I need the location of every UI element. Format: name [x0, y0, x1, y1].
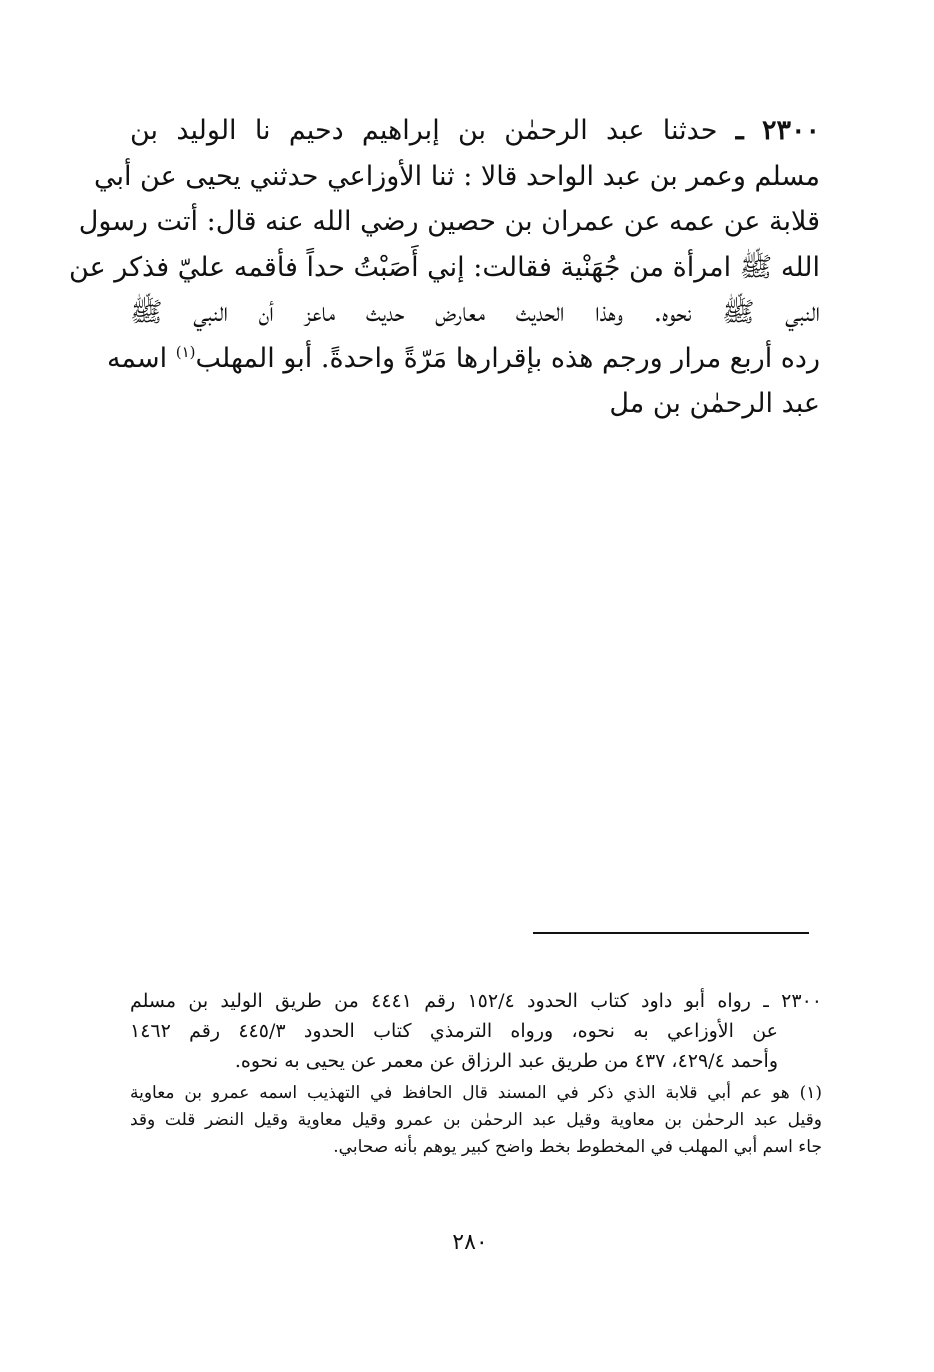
footnote-source-line-3: وأحمد ٤٢٩/٤، ٤٣٧ من طريق عبد الرزاق عن معمر عن يحيى به نحوه. — [234, 1050, 778, 1072]
footnote-source-line-2: عن الأوزاعي به نحوه، ورواه الترمذي كتاب الحدود ٤٤٥/٣ رقم ١٤٦٢ — [130, 1020, 779, 1042]
hadith-line-2: مسلم وعمر بن عبد الواحد قالا : ثنا الأوزاعي حدثني يحيى عن أبي — [93, 160, 820, 192]
hadith-line-6-text: رده أربع مرار ورجم هذه بإقرارها مَرّةً واحدةً. أبو المهلب — [195, 342, 820, 374]
hadith-line-4: الله ﷺ امرأة من جُهَنْية فقالت: إني أَصَبْتُ حداً فأقمه عليّ فذكر عن — [69, 251, 820, 283]
footnote-source — [130, 986, 822, 1076]
hadith-line-6 — [106, 336, 820, 382]
footnotes — [130, 986, 822, 1161]
hadith-line-5: النبي ﷺ نحوه. وهذا الحديث معارض حديث ماعز أن النبي ﷺ — [130, 297, 820, 328]
hadith-text — [69, 108, 820, 427]
hadith-number: ٢٣٠٠ — [761, 115, 820, 146]
footnote-source-line-1: ٢٣٠٠ ـ رواه أبو داود كتاب الحدود ١٥٢/٤ رقم ٤٤٤١ من طريق الوليد بن مسلم — [130, 990, 822, 1012]
footnote-note-line-1: (١) هو عم أبي قلابة الذي ذكر في المسند قال الحافظ في التهذيب اسمه عمرو بن معاوية — [130, 1083, 822, 1103]
hadith-line-1-text: حدثنا عبد الرحمٰن بن إبراهيم دحيم نا الوليد بن — [130, 115, 718, 146]
hadith-line-1 — [130, 108, 820, 154]
footnote-note — [130, 1080, 822, 1161]
footnote-note-line-3: جاء اسم أبي المهلب في المخطوط بخط واضح كبير يوهم بأنه صحابي. — [333, 1137, 822, 1157]
page-number: ٢٨٠ — [452, 1230, 488, 1255]
hadith-dash: ـ — [735, 115, 744, 146]
footnote-separator — [533, 932, 809, 934]
footnote-marker: (١) — [175, 342, 196, 361]
hadith-line-3: قلابة عن عمه عن عمران بن حصين رضي الله عنه قال: أتت رسول — [78, 206, 820, 237]
hadith-line-6-tail: اسمه — [106, 342, 168, 374]
footnote-note-line-2: وقيل عبد الرحمٰن بن معاوية وقيل عبد الرحمٰن بن عمرو وقيل معاوية وقيل النضر قلت وقد — [130, 1110, 822, 1130]
hadith-line-7: عبد الرحمٰن بن مل — [609, 388, 820, 419]
